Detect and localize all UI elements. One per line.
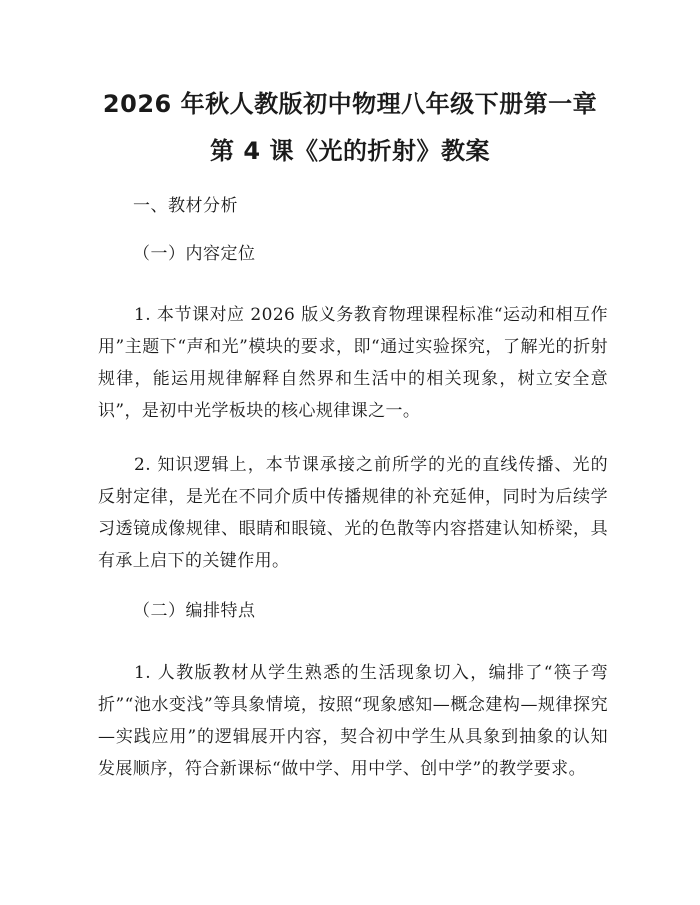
paragraph-content-positioning-1: 1. 本节课对应 2026 版义务教育物理课程标准“运动和相互作用”主题下“声和光”模块的要求，即“通过实验探究，了解光的折射规律，能运用规律解释自然界和生活中的相关现象，树立安全意识”，是初中光学板块的核心规律课之一。 xyxy=(98,305,608,421)
paragraph-content-positioning-2: 2. 知识逻辑上，本节课承接之前所学的光的直线传播、光的反射定律，是光在不同介质中传播规律的补充延伸，同时为后续学习透镜成像规律、眼睛和眼镜、光的色散等内容搭建认知桥梁，具有承上启下的关键作用。 xyxy=(98,455,608,571)
section-heading-textbook-analysis: 一、教材分析 xyxy=(133,196,238,216)
subsection-heading-arrangement-features: （二）编排特点 xyxy=(133,601,256,621)
document-title-line2: 第 4 课《光的折射》教案 xyxy=(210,137,490,165)
paragraph-arrangement-features-1: 1. 人教版教材从学生熟悉的生活现象切入，编排了“筷子弯折”“池水变浅”等具象情境，按照“现象感知—概念建构—规律探究—实践应用”的逻辑展开内容，契合初中学生从具象到抽象的认知发展顺序，符合新课标“做中学、用中学、创中学”的教学要求。 xyxy=(98,663,608,779)
subsection-heading-content-positioning: （一）内容定位 xyxy=(133,244,256,264)
document-title-line1: 2026 年秋人教版初中物理八年级下册第一章 xyxy=(102,90,598,118)
